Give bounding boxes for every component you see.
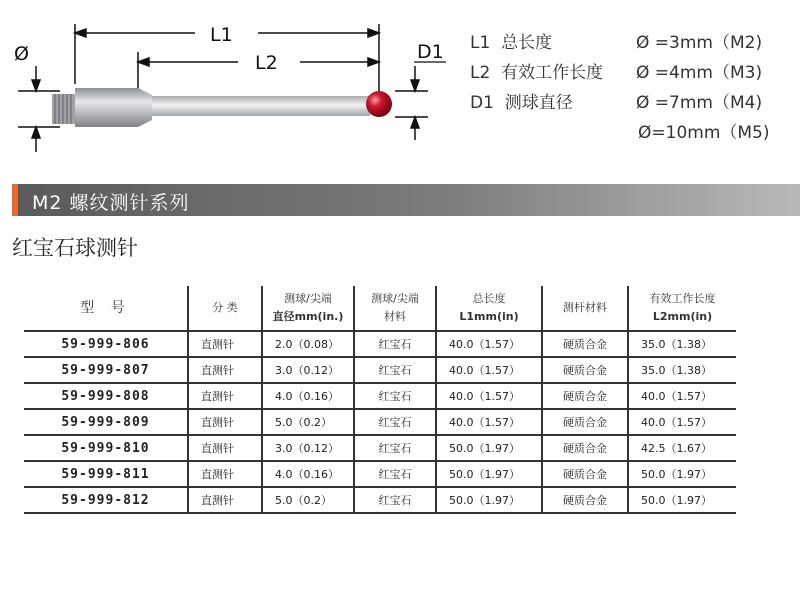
table-row: [24, 331, 736, 357]
cell-type: 直测针: [188, 461, 262, 487]
table-row: [24, 383, 736, 409]
cell-type: 直测针: [188, 409, 262, 435]
table-row: [24, 409, 736, 435]
cell-stem-material: 硬质合金: [542, 383, 628, 409]
diameter-label: Ø: [14, 43, 29, 65]
stylus-shaft: [152, 96, 370, 116]
cell-total-length: 50.0（1.97）: [436, 461, 542, 487]
stylus-body: [75, 88, 152, 127]
cell-tip-diameter: 3.0（0.12）: [262, 357, 354, 383]
product-subtitle: 红宝石球测针: [12, 236, 138, 260]
legend-l1: L1 总长度: [470, 33, 553, 53]
cell-tip-material: 红宝石: [354, 383, 436, 409]
cell-model: 59-999-808: [24, 383, 188, 409]
cell-type: 直测针: [188, 357, 262, 383]
l1-label: L1: [210, 24, 233, 46]
d1-label: D1: [417, 41, 444, 63]
cell-working-length: 40.0（1.57）: [628, 409, 736, 435]
cell-tip-material: 红宝石: [354, 331, 436, 357]
cell-tip-diameter: 5.0（0.2）: [262, 487, 354, 513]
cell-type: 直测针: [188, 383, 262, 409]
cell-stem-material: 硬质合金: [542, 357, 628, 383]
cell-working-length: 35.0（1.38）: [628, 331, 736, 357]
cell-tip-material: 红宝石: [354, 487, 436, 513]
cell-model: 59-999-807: [24, 357, 188, 383]
legend-m5: Ø=10mm（M5): [638, 123, 770, 143]
cell-type: 直测针: [188, 331, 262, 357]
header-working-length: 有效工作长度 L2mm(in): [628, 286, 736, 331]
spec-table: [24, 286, 736, 514]
cell-total-length: 40.0（1.57）: [436, 357, 542, 383]
cell-total-length: 50.0（1.97）: [436, 487, 542, 513]
cell-model: 59-999-806: [24, 331, 188, 357]
stylus-thread: [52, 94, 76, 124]
header-tip-material: 测球/尖端 材料: [354, 286, 436, 331]
legend-m3: Ø =4mm（M3): [636, 63, 763, 83]
cell-model: 59-999-811: [24, 461, 188, 487]
cell-model: 59-999-809: [24, 409, 188, 435]
header-total-length: 总长度 L1mm(in): [436, 286, 542, 331]
l2-label: L2: [255, 52, 278, 74]
cell-total-length: 50.0（1.97）: [436, 435, 542, 461]
cell-stem-material: 硬质合金: [542, 331, 628, 357]
cell-total-length: 40.0（1.57）: [436, 409, 542, 435]
cell-working-length: 35.0（1.38）: [628, 357, 736, 383]
table-row: [24, 435, 736, 461]
cell-tip-diameter: 4.0（0.16）: [262, 461, 354, 487]
header-stem-material: 测杆材料: [542, 286, 628, 331]
legend-m2: Ø =3mm（M2): [636, 33, 763, 53]
cell-tip-diameter: 5.0（0.2）: [262, 409, 354, 435]
cell-stem-material: 硬质合金: [542, 435, 628, 461]
table-header-row: [24, 286, 736, 331]
stylus-diagram: [0, 0, 460, 175]
cell-working-length: 40.0（1.57）: [628, 383, 736, 409]
cell-model: 59-999-810: [24, 435, 188, 461]
cell-total-length: 40.0（1.57）: [436, 383, 542, 409]
header-type: 分 类: [188, 286, 262, 331]
section-header: [12, 184, 800, 216]
section-accent: [12, 184, 18, 216]
section-title: M2 螺纹测针系列: [32, 192, 190, 214]
header-tip-diameter: 测球/尖端 直径mm(in.): [262, 286, 354, 331]
cell-stem-material: 硬质合金: [542, 409, 628, 435]
ruby-ball: [366, 91, 392, 117]
cell-tip-material: 红宝石: [354, 357, 436, 383]
cell-type: 直测针: [188, 435, 262, 461]
cell-type: 直测针: [188, 487, 262, 513]
cell-stem-material: 硬质合金: [542, 487, 628, 513]
legend-d1: D1 测球直径: [470, 93, 573, 113]
cell-tip-diameter: 3.0（0.12）: [262, 435, 354, 461]
cell-working-length: 50.0（1.97）: [628, 487, 736, 513]
cell-tip-diameter: 2.0（0.08）: [262, 331, 354, 357]
header-model: 型 号: [24, 286, 188, 331]
cell-tip-material: 红宝石: [354, 409, 436, 435]
table-row: [24, 487, 736, 513]
legend-l2: L2 有效工作长度: [470, 63, 604, 83]
cell-tip-diameter: 4.0（0.16）: [262, 383, 354, 409]
table-row: [24, 357, 736, 383]
cell-working-length: 42.5（1.67）: [628, 435, 736, 461]
cell-stem-material: 硬质合金: [542, 461, 628, 487]
cell-working-length: 50.0（1.97）: [628, 461, 736, 487]
cell-tip-material: 红宝石: [354, 461, 436, 487]
cell-total-length: 40.0（1.57）: [436, 331, 542, 357]
legend-m4: Ø =7mm（M4): [636, 93, 763, 113]
cell-tip-material: 红宝石: [354, 435, 436, 461]
cell-model: 59-999-812: [24, 487, 188, 513]
table-row: [24, 461, 736, 487]
